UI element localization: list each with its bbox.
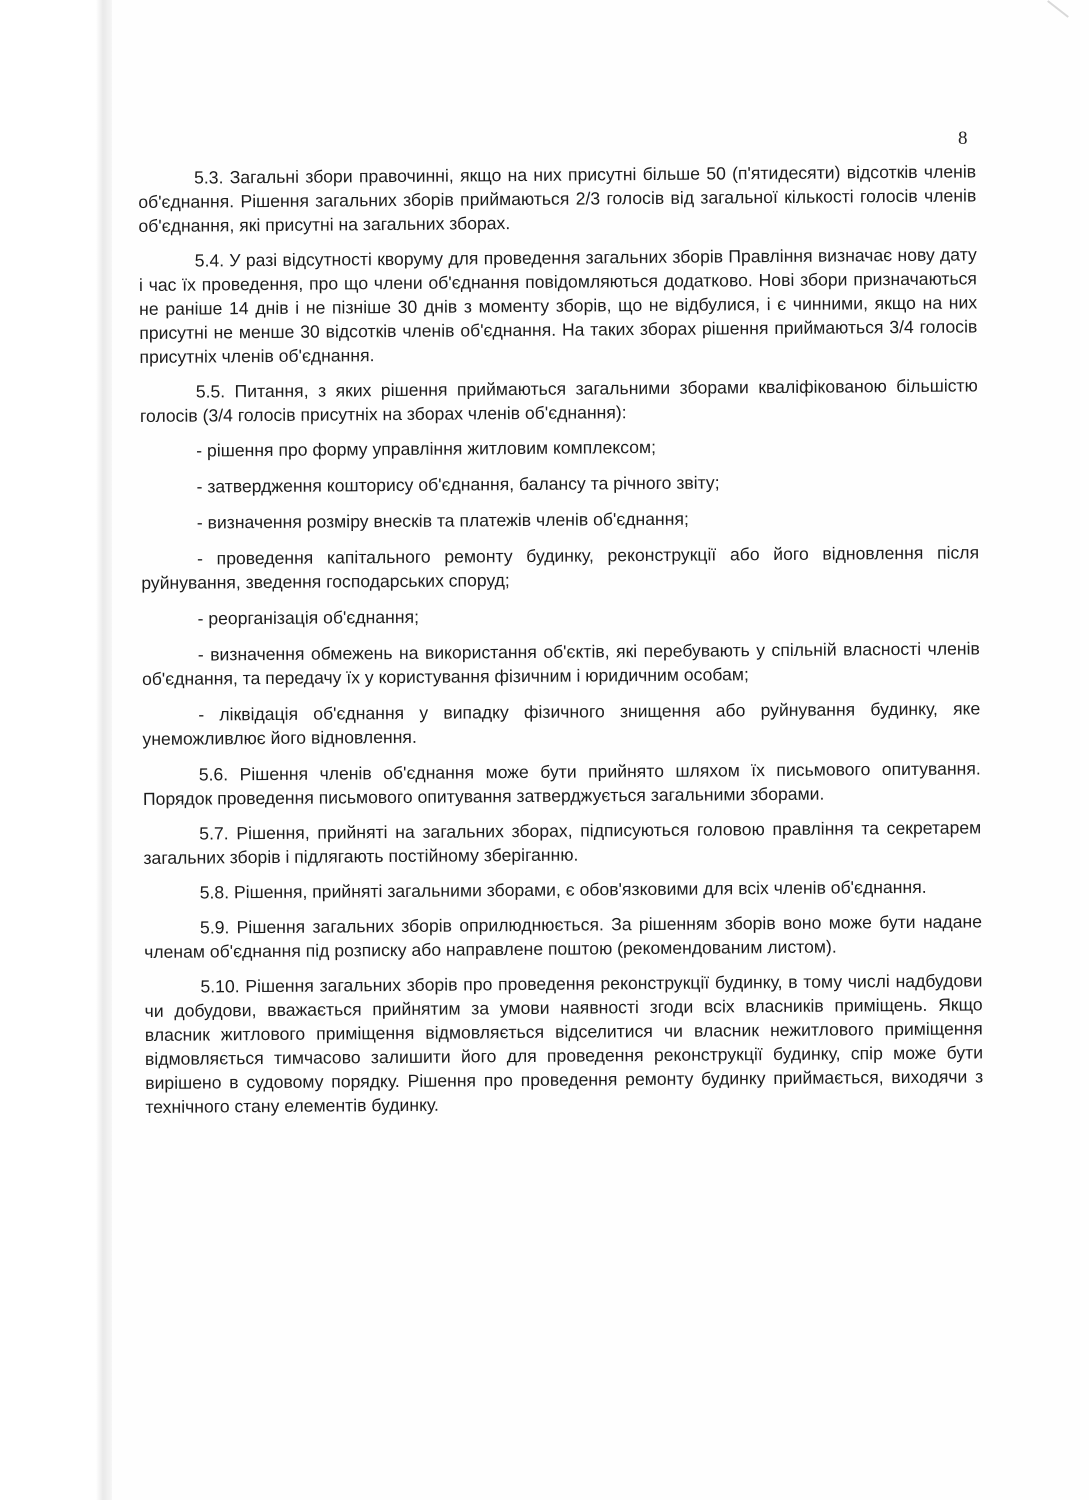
paragraph-5-7: 5.7. Рішення, прийняті на загальних зборах, підписуються головою правління та секретарем загальних зборів і підлягають постійному зберіганню. xyxy=(143,817,982,868)
list-item: - ліквідація об'єднання у випадку фізичного знищення або руйнування будинку, яке унеможливлює його відновлення. xyxy=(142,698,981,749)
paragraph-5-3: 5.3. Загальні збори правочинні, якщо на них присутні більше 50 (п'ятидесяти) відсотків членів об'єднання. Рішення загальних зборів приймаються 2/3 голосів від загальної кількості голосів членів об'єднання, які присутні на загальних зборах. xyxy=(138,161,977,236)
document-body xyxy=(138,159,984,1130)
list-item: - проведення капітального ремонту будинку, реконструкції або його відновлення після руйнування, зведення господарських споруд; xyxy=(141,542,980,593)
paragraph-5-8: 5.8. Рішення, прийняті загальними зборами, є обов'язковими для всіх членів об'єднання. xyxy=(199,876,927,903)
paragraph-5-9: 5.9. Рішення загальних зборів оприлюднюється. За рішенням зборів воно може бути надане членам об'єднання під розписку або направлене поштою (рекомендованим листом). xyxy=(144,911,983,962)
page-number: 8 xyxy=(958,128,968,149)
list-item: - визначення розміру внесків та платежів членів об'єднання; xyxy=(196,508,689,533)
list-item: - реорганізація об'єднання; xyxy=(197,606,420,629)
list-item: - визначення обмежень на використання об'єктів, які перебувають у спільній власності членів об'єднання, та передачу їх у користування фізичним і юридичним особам; xyxy=(141,638,980,689)
paragraph-5-6: 5.6. Рішення членів об'єднання може бути прийнято шляхом їх письмового опитування. Порядок проведення письмового опитування затверджується загальними зборами. xyxy=(142,758,981,809)
list-item: - рішення про форму управління житловим комплексом; xyxy=(196,436,657,461)
paragraph-5-5: 5.5. Питання, з яких рішення приймаються загальними зборами кваліфікованою більшістю голосів (3/4 голосів присутніх на зборах членів об'єднання): xyxy=(139,375,978,426)
paragraph-5-10: 5.10. Рішення загальних зборів про проведення реконструкції будинку, в тому числі надбудови чи добудови, вважається прийнятим за умови наявності згоди всіх власників приміщень. Якщо власник житлового приміщення відмовляється відселитися чи власник нежитлового приміщення відмовляється тимчасово залишити його для проведення реконструкції будинку, спір може бути вирішено в судовому порядку. Рішення про проведення ремонту будинку приймається, виходячи з технічного стану елементів будинку. xyxy=(144,970,984,1117)
scan-margin xyxy=(0,0,112,1500)
list-item: - затвердження кошторису об'єднання, балансу та річного звіту; xyxy=(196,472,720,497)
paragraph-5-4: 5.4. У разі відсутності кворуму для проведення загальних зборів Правління визначає нову дату і час їх проведення, про що члени об'єднання повідомляються додатково. Нові збори призначаються не раніше 14 днів і не пізніше 30 днів з моменту зборів, що не відбулися, і є чинними, якщо на них присутні не менше 30 відсотків членів об'єднання. На таких зборах рішення приймаються 3/4 голосів присутніх членів об'єднання. xyxy=(138,244,978,367)
